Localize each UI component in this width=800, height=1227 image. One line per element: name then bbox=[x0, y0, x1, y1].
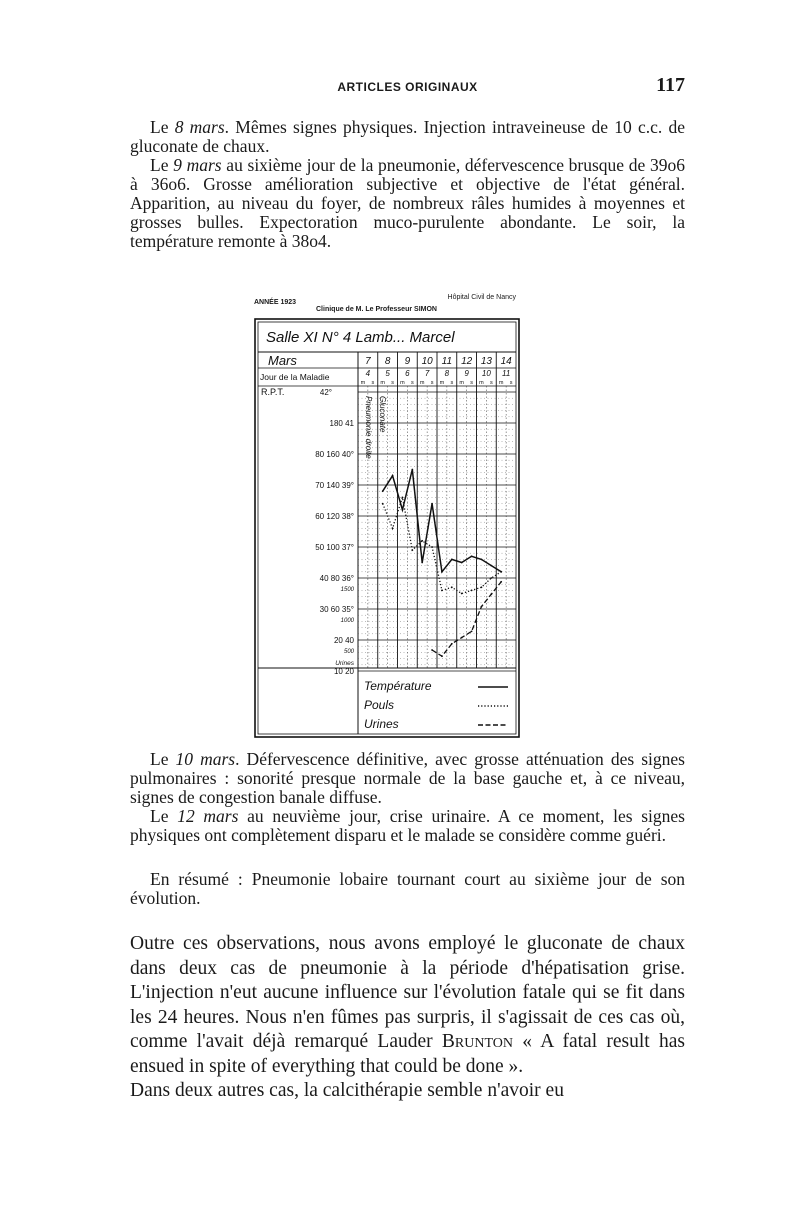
half-day-label: s bbox=[450, 380, 454, 386]
entry-text: . Mêmes signes physiques. Injection intraveineuse de 10 c.c. de gluconate de chaux. bbox=[130, 117, 685, 156]
data-point bbox=[451, 559, 453, 561]
entry-date: 8 mars bbox=[174, 117, 225, 137]
data-point bbox=[481, 559, 483, 561]
entry-date: 10 mars bbox=[175, 749, 236, 769]
data-point bbox=[431, 546, 433, 548]
chart-year: ANNÉE 1923 bbox=[254, 299, 297, 306]
half-day-label: s bbox=[371, 380, 375, 386]
data-point bbox=[421, 562, 423, 564]
half-day-label: s bbox=[489, 380, 493, 386]
body-text: Outre ces observations, nous avons employé le gluconate de chaux dans deux cas de pneumonie à la période d'hépatisation grise. L'injection n'eut aucune influence sur l'évolution fatale qui se fit dans les 24 heures. Nous n'en fûmes pas surpris, il s'agissait de ces cas où, comme l'avait déjà remarqué Lauder bbox=[130, 933, 685, 1052]
row-label-day: Jour de la Maladie bbox=[260, 372, 330, 382]
chart-hospital: Hôpital Civil de Nancy bbox=[447, 294, 516, 301]
disease-day-label: 6 bbox=[405, 369, 410, 378]
paragraph-top bbox=[130, 118, 685, 251]
chart-title: Salle XI N° 4 Lamb... Marcel bbox=[266, 329, 455, 346]
urine-unit-label: Urines bbox=[335, 660, 354, 667]
data-point bbox=[481, 606, 483, 608]
half-day-label: m bbox=[479, 380, 484, 386]
half-day-label: m bbox=[439, 380, 445, 386]
running-title: ARTICLES ORIGINAUX bbox=[337, 80, 478, 94]
y-scale-label: 30 60 35° bbox=[319, 605, 354, 614]
data-point bbox=[490, 577, 492, 579]
entry-prefix: Le bbox=[150, 155, 174, 175]
entry-text: au neuvième jour, crise urinaire. A ce moment, les signes physiques ont complètement disparu et le malade se considère comme guéri. bbox=[130, 806, 685, 845]
disease-day-label: 10 bbox=[481, 369, 491, 378]
paragraph-resume bbox=[130, 870, 685, 908]
body-paragraph-1 bbox=[130, 932, 685, 1079]
data-point bbox=[411, 549, 413, 551]
y-scale-label: 80 160 40° bbox=[315, 450, 354, 459]
body-paragraph-2: Dans deux autres cas, la calcithérapie semble n'avoir eu bbox=[130, 1080, 564, 1101]
entry-8-mars bbox=[130, 118, 685, 156]
resume-text: En résumé : Pneumonie lobaire tournant court au sixième jour de son évolution. bbox=[130, 869, 685, 908]
data-point bbox=[461, 562, 463, 564]
data-point bbox=[451, 586, 453, 588]
month-day-label: 7 bbox=[365, 356, 371, 367]
y-scale-label: 10 20 bbox=[333, 667, 354, 676]
month-day-label: 8 bbox=[384, 356, 391, 367]
data-point bbox=[392, 475, 394, 477]
disease-day-label: 7 bbox=[424, 369, 430, 378]
chart-header bbox=[254, 293, 520, 319]
row-label-month: Mars bbox=[268, 353, 297, 368]
y-scale-label: 42° bbox=[319, 388, 332, 397]
chart-series bbox=[382, 469, 502, 657]
urine-scale-label: 1000 bbox=[340, 618, 354, 624]
half-day-label: m bbox=[360, 380, 366, 386]
chart-legend bbox=[358, 668, 508, 734]
data-point bbox=[431, 503, 433, 505]
body-text: « A fatal result has ensued in spite of everything that could be done ». bbox=[130, 1031, 685, 1077]
entry-date: 12 mars bbox=[177, 806, 239, 826]
data-point bbox=[461, 637, 463, 639]
entry-prefix: Le bbox=[150, 806, 178, 826]
disease-day-label: 9 bbox=[464, 369, 469, 378]
month-day-label: 11 bbox=[441, 356, 453, 367]
half-day-label: s bbox=[470, 380, 473, 386]
half-day-label: m bbox=[419, 380, 425, 386]
entry-date: 9 mars bbox=[173, 155, 222, 175]
series-line-pouls bbox=[383, 497, 502, 593]
vertical-annotation: Gluconate bbox=[378, 396, 387, 433]
entry-text: au sixième jour de la pneumonie, défervescence brusque de 39o6 à 36o6. Grosse amélioration subjective et objective de l'état général. Apparition, au niveau du foyer, de nombreux râles humides à moyennes et grosses bulles. Expectoration muco-purulente abondante. Le soir, la température remonte à 38o4. bbox=[130, 155, 685, 251]
y-scale-label: 20 40 bbox=[333, 636, 354, 645]
legend-label: Urines bbox=[364, 717, 399, 731]
data-point bbox=[481, 586, 483, 588]
vertical-annotation: Pneumonie droite bbox=[364, 396, 373, 459]
urine-scale-label: 1500 bbox=[340, 587, 354, 593]
month-day-label: 9 bbox=[404, 356, 411, 367]
y-scale-label: 40 80 36° bbox=[319, 574, 354, 583]
data-point bbox=[441, 571, 443, 573]
data-point bbox=[490, 565, 492, 567]
temperature-chart bbox=[254, 318, 520, 738]
data-point bbox=[431, 649, 433, 651]
half-day-label: s bbox=[410, 380, 414, 386]
month-day-label: 14 bbox=[500, 356, 512, 367]
paragraph-bottom bbox=[130, 932, 685, 1104]
data-point bbox=[402, 509, 404, 511]
chart-clinic: Clinique de M. Le Professeur SIMON bbox=[316, 306, 437, 313]
entry-10-mars bbox=[130, 750, 685, 807]
running-header bbox=[130, 76, 685, 102]
y-scale-label: 60 120 38° bbox=[315, 512, 354, 521]
author-name: Brunton bbox=[441, 1031, 513, 1052]
urine-scale-label: 500 bbox=[343, 649, 354, 655]
half-day-label: m bbox=[400, 380, 405, 386]
month-day-label: 12 bbox=[461, 356, 473, 367]
half-day-label: m bbox=[380, 380, 385, 386]
data-point bbox=[471, 631, 473, 633]
data-point bbox=[500, 571, 502, 573]
half-day-label: m bbox=[459, 380, 464, 386]
data-point bbox=[500, 581, 502, 583]
entry-12-mars bbox=[130, 807, 685, 845]
data-point bbox=[421, 540, 423, 542]
data-point bbox=[411, 469, 413, 471]
legend-label: Température bbox=[364, 679, 432, 693]
legend-label: Pouls bbox=[364, 698, 395, 712]
disease-day-label: 5 bbox=[385, 369, 390, 378]
data-point bbox=[382, 503, 384, 505]
data-point bbox=[441, 655, 443, 657]
half-day-label: s bbox=[509, 380, 513, 386]
entry-text: . Défervescence définitive, avec grosse atténuation des signes pulmonaires : sonorité presque normale de la base gauche et, à ce niveau, signes de congestion banale diffuse. bbox=[130, 749, 685, 807]
month-day-label: 10 bbox=[421, 356, 433, 367]
scale-header: R.P.T. bbox=[261, 387, 285, 397]
data-point bbox=[382, 490, 384, 492]
half-day-label: m bbox=[498, 380, 504, 386]
y-scale-label: 50 100 37° bbox=[315, 543, 354, 552]
month-day-label: 13 bbox=[480, 356, 492, 367]
half-day-label: s bbox=[430, 380, 434, 386]
data-point bbox=[490, 593, 492, 595]
disease-day-label: 11 bbox=[501, 369, 511, 378]
entry-9-mars bbox=[130, 156, 685, 251]
page-number: 117 bbox=[656, 74, 685, 96]
y-scale-label: 180 41 bbox=[329, 419, 354, 428]
data-point bbox=[461, 593, 463, 595]
data-point bbox=[451, 643, 453, 645]
paragraph-middle bbox=[130, 750, 685, 845]
disease-day-label: 4 bbox=[365, 369, 371, 378]
y-scale-label: 70 140 39° bbox=[315, 481, 354, 490]
data-point bbox=[402, 497, 404, 499]
entry-prefix: Le bbox=[150, 749, 176, 769]
half-day-label: s bbox=[391, 380, 394, 386]
data-point bbox=[471, 590, 473, 592]
data-point bbox=[441, 590, 443, 592]
entry-prefix: Le bbox=[150, 117, 175, 137]
data-point bbox=[392, 528, 394, 530]
disease-day-label: 8 bbox=[444, 369, 450, 378]
data-point bbox=[471, 555, 473, 557]
